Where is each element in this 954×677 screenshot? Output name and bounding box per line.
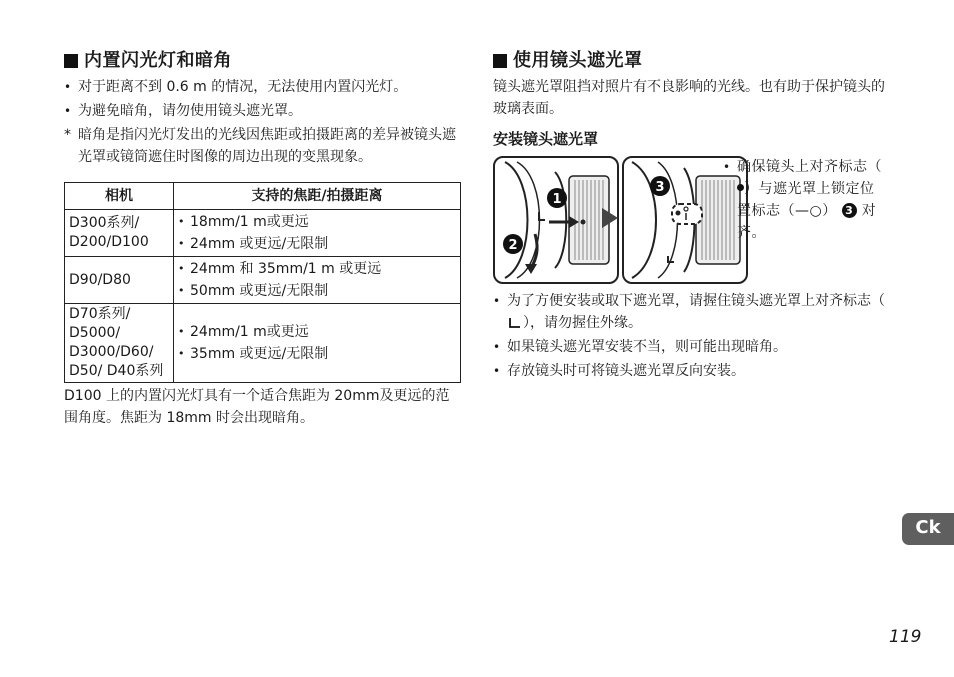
list-item: • 18mm/1 m或更远: [178, 211, 456, 233]
footnote: * 暗角是指闪光灯发出的光线因焦距或拍摄距离的差异被镜头遮光罩或镜筒遮住时图像的周边出现的变黑现象。: [64, 124, 462, 168]
right-column: [493, 48, 893, 384]
asterisk-mark: *: [64, 127, 71, 143]
flash-bullet-list: [64, 76, 462, 122]
fig-label-3: 3: [655, 180, 665, 195]
lens-hood-icon: [495, 158, 617, 282]
page-number: 119: [889, 627, 922, 647]
alignment-note: [723, 156, 883, 246]
fig-label-2: 2: [508, 238, 518, 253]
section-title-flash-vignetting: 内置闪光灯和暗角: [64, 48, 462, 74]
table-header-row: [65, 183, 461, 210]
column-header-camera: 相机: [65, 183, 174, 210]
fig-label-1: 1: [552, 192, 562, 207]
subsection-title: 安装镜头遮光罩: [493, 130, 599, 148]
list-item: • 为了方便安装或取下遮光罩，请握住镜头遮光罩上对齐标志（），请勿握住外缘。: [493, 290, 893, 334]
square-bullet-icon: [493, 54, 507, 68]
list-item: • 对于距离不到 0.6 m 的情况，无法使用内置闪光灯。: [64, 76, 462, 98]
list-item: • 存放镜头时可将镜头遮光罩反向安装。: [493, 360, 893, 382]
list-item: • 确保镜头上对齐标志（）与遮光罩上锁定位置标志（—○） 3 对齐。: [723, 156, 883, 244]
list-item: • 如果镜头遮光罩安装不当，则可能出现暗角。: [493, 336, 893, 358]
hood-bullet-list: [493, 290, 893, 382]
step-3-badge: 3: [842, 203, 857, 218]
focal-cell: [174, 257, 461, 304]
language-tab: Ck: [902, 513, 954, 545]
focal-cell: [174, 304, 461, 383]
table-row: [65, 257, 461, 304]
column-header-focal: 支持的焦距/拍摄距离: [174, 183, 461, 210]
compatibility-table: [64, 182, 461, 383]
intro-paragraph: 镜头遮光罩阻挡对照片有不良影响的光线。也有助于保护镜头的玻璃表面。: [493, 79, 885, 117]
table-row: [65, 304, 461, 383]
alignment-dot-icon: [737, 184, 744, 191]
list-item: • 35mm 或更远/无限制: [178, 343, 456, 365]
list-item: • 24mm 和 35mm/1 m 或更远: [178, 258, 456, 280]
camera-cell: D70系列/ D5000/ D3000/D60/ D50/ D40系列: [65, 304, 174, 383]
left-column: [64, 48, 462, 429]
list-item: • 50mm 或更远/无限制: [178, 280, 456, 302]
list-item: • 24mm 或更远/无限制: [178, 233, 456, 255]
hood-attach-figure: [493, 156, 893, 284]
hood-alignment-mark-icon: [507, 316, 523, 330]
camera-cell: D300系列/ D200/D100: [65, 210, 174, 257]
list-item: • 24mm/1 m或更远: [178, 321, 456, 343]
list-item: • 为避免暗角，请勿使用镜头遮光罩。: [64, 100, 462, 122]
table-row: [65, 210, 461, 257]
hood-attach-illustration-1: [493, 156, 619, 284]
table-footnote: D100 上的内置闪光灯具有一个适合焦距为 20mm及更远的范围角度。焦距为 18mm 时会出现暗角。: [64, 388, 450, 426]
focal-cell: [174, 210, 461, 257]
section-title-lens-hood: 使用镜头遮光罩: [493, 48, 893, 74]
next-step-arrow-icon: [602, 208, 618, 228]
camera-cell: D90/D80: [65, 257, 174, 304]
square-bullet-icon: [64, 54, 78, 68]
